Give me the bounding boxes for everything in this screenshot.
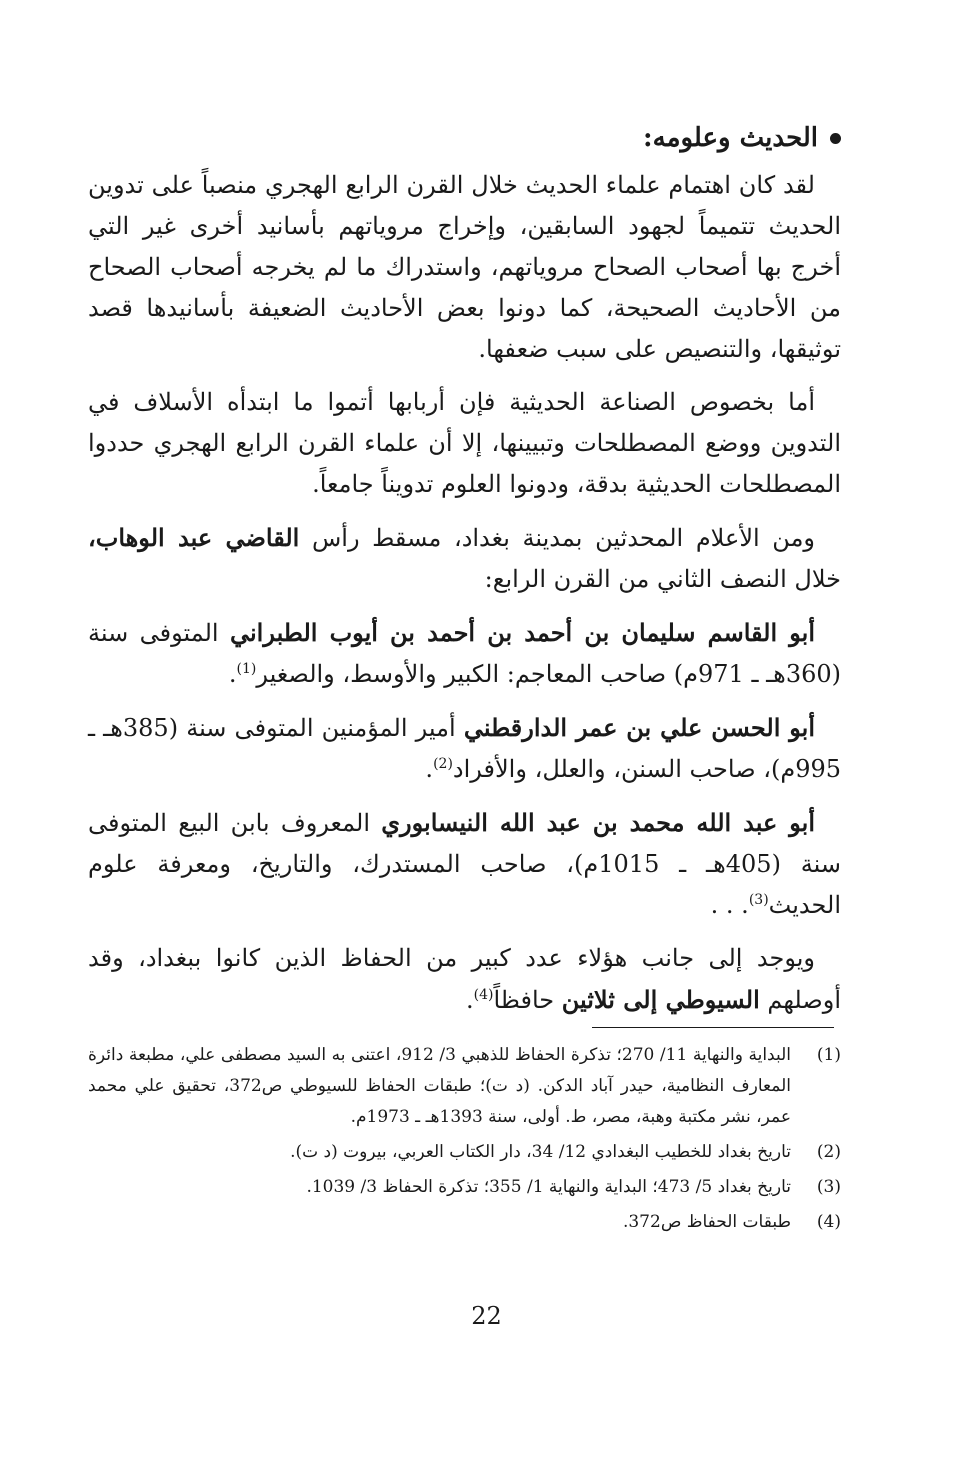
- footnotes: [88, 1040, 841, 1242]
- paragraph-3: [88, 517, 841, 600]
- paragraph-naysaburi-end: . . .: [710, 891, 749, 919]
- scholar-bio-daraqutni: أمير المؤمنين المتوفى سنة (385هـ ـ 995م)، صاحب السنن، والعلل، والأفراد: [88, 714, 841, 783]
- bullet-icon: [830, 133, 841, 144]
- footnote-text: تاريخ بغداد 5/ 473؛ البداية والنهاية 1/ 355؛ تذكرة الحفاظ 3/ 1039.: [306, 1177, 791, 1197]
- paragraph-naysaburi: [88, 802, 841, 926]
- footnote-3: [88, 1172, 841, 1203]
- footnote-number: (1): [816, 1045, 841, 1065]
- paragraph-7-lead: ويوجد إلى جانب هؤلاء عدد كبير من الحفاظ الذين كانوا ببغداد، وقد أوصلهم: [88, 944, 841, 1014]
- scholar-name-daraqutni: أبو الحسن علي بن عمر الدارقطني: [463, 713, 815, 742]
- footnote-ref-1[interactable]: (1): [236, 661, 257, 677]
- paragraph-tabarani-end: .: [228, 660, 237, 688]
- scholar-bio-naysaburi: المعروف بابن البيع المتوفى سنة (405هـ ـ 1015م)، صاحب المستدرك، والتاريخ، ومعرفة علوم الحديث: [88, 809, 841, 919]
- paragraph-daraqutni: [88, 707, 841, 790]
- paragraph-7-name: السيوطي إلى ثلاثين: [561, 985, 760, 1014]
- footnote-number: (3): [816, 1177, 841, 1197]
- footnote-ref-3[interactable]: (3): [748, 892, 769, 908]
- section-heading: [88, 118, 841, 159]
- scholar-bio-tabarani: المتوفى سنة (360هـ ـ 971م) صاحب المعاجم: الكبير والأوسط، والصغير: [88, 619, 841, 688]
- footnote-4: [88, 1207, 841, 1238]
- footnote-ref-2[interactable]: (2): [433, 756, 453, 772]
- paragraph-7-end: .: [465, 986, 474, 1014]
- footnote-text: تاريخ بغداد للخطيب البغدادي 12/ 34، دار الكتاب العربي، بيروت (د ت).: [290, 1142, 791, 1162]
- paragraph-1: لقد كان اهتمام علماء الحديث خلال القرن الرابع الهجري منصباً على تدوين الحديث تتميماً لجهود السابقين، وإخراج مروياتهم بأسانيد أخرى غير التي أخرج بها أصحاب الصحاح مروياتهم، واستدراك ما لم يخرجه أصحاب الصحاح من الأحاديث الصحيحة، كما دونوا بعض الأحاديث الضعيفة بأسانيدها قصد توثيقها، والتنصيص على سبب ضعفها.: [88, 171, 841, 363]
- footnote-number: (4): [816, 1212, 841, 1232]
- paragraph-2: أما بخصوص الصناعة الحديثية فإن أربابها أتموا ما ابتدأه الأسلاف في التدوين ووضع المصطلحات وتبيينها، إلا أن علماء القرن الرابع الهجري حددوا المصطلحات الحديثية بدقة، ودونوا العلوم تدويناً جامعاً.: [88, 388, 841, 498]
- paragraph-daraqutni-end: .: [425, 755, 434, 783]
- main-text: [88, 118, 841, 1033]
- scholar-name-naysaburi: أبو عبد الله محمد بن عبد الله النيسابوري: [381, 808, 816, 837]
- footnote-2: [88, 1137, 841, 1168]
- paragraph-3-tail: خلال النصف الثاني من القرن الرابع:: [484, 565, 841, 593]
- paragraph-3-name: القاضي عبد الوهاب،: [88, 523, 300, 552]
- footnote-ref-4[interactable]: (4): [473, 987, 494, 1003]
- footnote-text: البداية والنهاية 11/ 270؛ تذكرة الحفاظ للذهبي 3/ 912، اعتنى به السيد مصطفى علي، مطبعة دائرة المعارف النظامية، حيدر آباد الدكن. (د ت)؛ طبقات الحفاظ للسيوطي ص372، تحقيق علي محمد عمر، نشر مكتبة وهبة، مصر، ط. أولى، سنة 1393هـ ـ 1973م.: [88, 1045, 792, 1127]
- footnote-text: طبقات الحفاظ ص372.: [622, 1212, 791, 1232]
- footnote-divider: [592, 1027, 834, 1028]
- footnote-number: (2): [816, 1142, 841, 1162]
- paragraph-3-lead: ومن الأعلام المحدثين بمدينة بغداد، مسقط رأس: [299, 524, 816, 552]
- section-heading-text: الحديث وعلومه:: [643, 123, 818, 153]
- paragraph-7: [88, 938, 841, 1021]
- page-number: 22: [471, 1302, 502, 1330]
- footnote-1: [88, 1040, 841, 1133]
- scholar-name-tabarani: أبو القاسم سليمان بن أحمد بن أحمد بن أيوب الطبراني: [229, 618, 815, 647]
- paragraph-7-tail: حافظاً: [493, 986, 562, 1014]
- paragraph-tabarani: [88, 612, 841, 695]
